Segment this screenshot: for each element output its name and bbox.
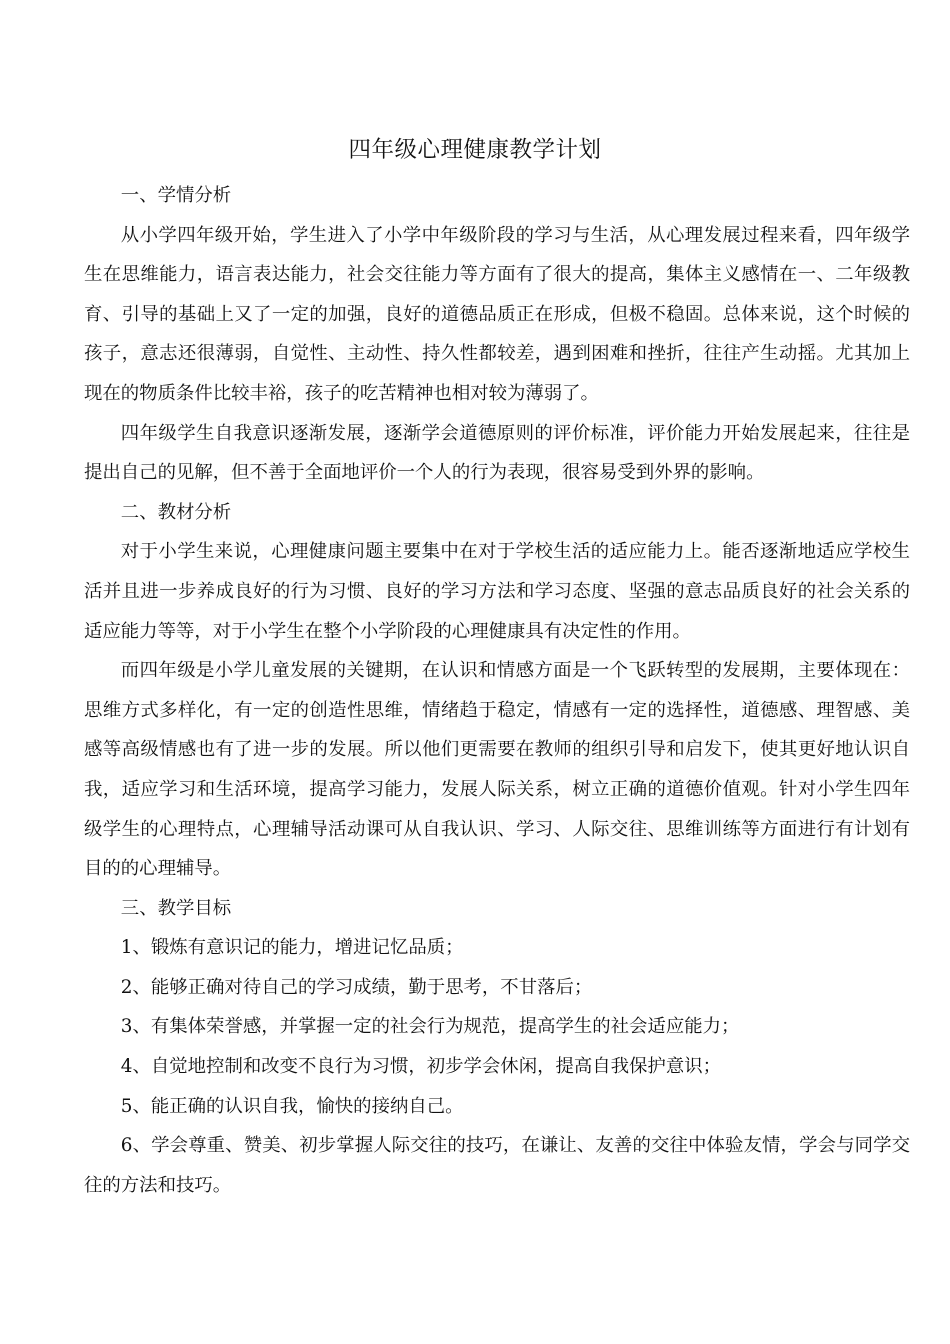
paragraph: 从小学四年级开始，学生进入了小学中年级阶段的学习与生活，从心理发展过程来看，四年级学生在思维能力，语言表达能力，社会交往能力等方面有了很大的提高，集体主义感情在一、二年级教育、引导的基础上又了一定的加强，良好的道德品质正在形成，但极不稳固。总体来说，这个时候的孩子，意志还很薄弱，自觉性、主动性、持久性都较差，遇到困难和挫折，往往产生动摇。尤其加上现在的物质条件比较丰裕，孩子的吃苦精神也相对较为薄弱了。 xyxy=(84,224,910,404)
goal-item: 1、锻炼有意识记的能力，增进记忆品质； xyxy=(120,937,464,959)
goal-item: 6、学会尊重、赞美、初步掌握人际交往的技巧，在谦让、友善的交往中体验友情，学会与同学交往的方法和技巧。 xyxy=(84,1135,910,1196)
document-body xyxy=(84,176,910,1205)
goal-item: 5、能正确的认识自我，愉快的接纳自己。 xyxy=(120,1095,464,1117)
section-heading-situation: 一、学情分析 xyxy=(120,185,232,206)
goal-item: 3、有集体荣誉感，并掌握一定的社会行为规范，提高学生的社会适应能力； xyxy=(120,1016,740,1038)
paragraph: 四年级学生自我意识逐渐发展，逐渐学会道德原则的评价标准，评价能力开始发展起来，往往是提出自己的见解，但不善于全面地评价一个人的行为表现，很容易受到外界的影响。 xyxy=(84,422,910,484)
section-heading-materials: 二、教材分析 xyxy=(120,501,232,523)
paragraph: 对于小学生来说，心理健康问题主要集中在对于学校生活的适应能力上。能否逐渐地适应学校生活并且进一步养成良好的行为习惯、良好的学习方法和学习态度、坚强的意志品质良好的社会关系的适应能力等等，对于小学生在整个小学阶段的心理健康具有决定性的作用。 xyxy=(84,541,910,642)
goal-item: 4、自觉地控制和改变不良行为习惯，初步学会休闲，提高自我保护意识； xyxy=(120,1056,721,1078)
document-title: 四年级心理健康教学计划 xyxy=(348,137,602,163)
goal-item: 2、能够正确对待自己的学习成绩，勤于思考，不甘落后； xyxy=(120,976,593,998)
section-heading-goals: 三、教学目标 xyxy=(120,897,232,919)
paragraph: 而四年级是小学儿童发展的关键期，在认识和情感方面是一个飞跃转型的发展期，主要体现在：思维方式多样化，有一定的创造性思维，情绪趋于稳定，情感有一定的选择性，道德感、理智感、美感等高级情感也有了进一步的发展。所以他们更需要在教师的组织引导和启发下，使其更好地认识自我，适应学习和生活环境，提高学习能力，发展人际关系，树立正确的道德价值观。针对小学生四年级学生的心理特点，心理辅导活动课可从自我认识、学习、人际交往、思维训练等方面进行有计划有目的的心理辅导。 xyxy=(84,660,910,880)
